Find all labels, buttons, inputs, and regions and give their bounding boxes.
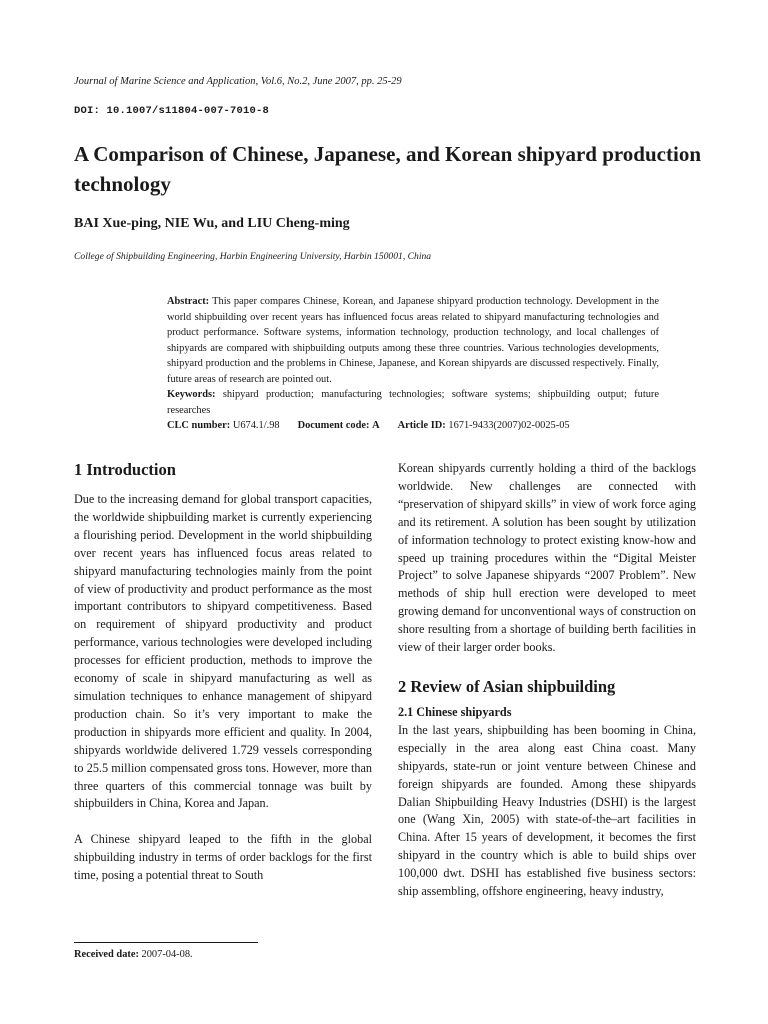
doi-line: DOI: 10.1007/s11804-007-7010-8: [74, 105, 270, 117]
keywords-label: Keywords:: [167, 389, 216, 400]
chinese-shipyards-paragraph: In the last years, shipbuilding has been booming in China, especially in the area along east China coast. Many shipyards, state-run or joint venture between Chinese and foreign shipyards are founded. Among these shipyards Dalian Shipbuilding Heavy Industries (DSHI) is the largest one (Wang Xin, 2005) with state-of-the–art facilities in China. After 15 years of development, it becomes the first shipyard in the country which is able to build ships over 100,000 dwt. DSHI has established five business sectors: ship assembling, offshore engineering, heavy industry,: [398, 722, 696, 899]
journal-citation: Journal of Marine Science and Application, Vol.6, No.2, June 2007, pp. 25-29: [74, 76, 402, 87]
abstract-text: This paper compares Chinese, Korean, and Japanese shipyard production technology. Development in the world shipbuilding over recent years has influenced focus areas related to shipyard manufacturing technologies and product performance. Software systems, information technology, production technology, and local challenges of shipyards are compared with shipbuilding outputs among these three countries. Various technologies developments, shipyard production and the problems in Chinese, Japanese, and Korean shipyards are discussed respectively. Finally, future areas of research are pointed out.: [167, 296, 659, 385]
abstract-block: [167, 294, 659, 434]
section-heading-review: 2 Review of Asian shipbuilding: [398, 676, 616, 696]
keywords-text: shipyard production; manufacturing technologies; software systems; shipbuilding output; future researches: [167, 389, 659, 416]
paragraph-gap: [74, 813, 372, 831]
intro-paragraph-1: Due to the increasing demand for global transport capacities, the worldwide shipbuilding market is currently experiencing a flourishing period. Development in the world shipbuilding over recent years has influenced focus areas related to shipyard manufacturing technologies mainly from the point of view of productivity and product performance as the most important contributors to shipyard competitiveness. Based on requirement of shipyard productivity and product performance, various technologies were developed including processes for efficient production, methods to improve the economy of scale in shipyard manufacturing as well as simulation techniques to enhance management of shipyard production chain. So it’s very important to make the production in shipyards more efficient and quality. In 2004, shipyards worldwide delivered 1.729 vessels corresponding to 25.5 million compensated gross tons. However, more than three quarters of this commercial tonnage was built by shipbuilders in China, Korea and Japan.: [74, 492, 372, 811]
article-id-value: 1671-9433(2007)02-0025-05: [448, 420, 570, 431]
subsection-heading-chinese-shipyards: 2.1 Chinese shipyards: [398, 704, 512, 719]
abstract-label: Abstract:: [167, 296, 210, 307]
left-column: [74, 458, 372, 885]
received-value: 2007-04-08.: [141, 949, 193, 960]
affiliation: College of Shipbuilding Engineering, Harbin Engineering University, Harbin 150001, China: [74, 251, 432, 262]
received-date: [74, 948, 193, 962]
author-list: BAI Xue-ping, NIE Wu, and LIU Cheng-ming: [74, 216, 350, 231]
keywords-paragraph: [167, 387, 659, 418]
article-id-label: Article ID:: [397, 420, 446, 431]
classification-line: [167, 418, 659, 434]
doc-code-value: A: [372, 420, 380, 431]
intro-paragraph-2: A Chinese shipyard leaped to the fifth in the global shipbuilding industry in terms of order backlogs for the first time, posing a potential threat to South: [74, 832, 372, 883]
intro-paragraph-continued: Korean shipyards currently holding a third of the backlogs worldwide. New challenges are connected with “preservation of shipyard skills” in view of work force aging and its retirement. A solution has been sought by utilization of information technology to protect existing know-how and speed up training procedures within the “Digital Meister Project” to solve Japanese shipyards “2007 Problem”. New methods of ship hull erection were developed to meet growing demand for unconventional ways of construction on shore resulting from a shortage of building berth facilities in view of their larger order books.: [398, 461, 696, 655]
received-label: Received date:: [74, 949, 139, 960]
right-column: [398, 460, 696, 901]
clc-number: [167, 418, 280, 434]
document-code: [298, 418, 380, 434]
clc-value: U674.1/.98: [232, 420, 280, 431]
paper-title: A Comparison of Chinese, Japanese, and Korean shipyard production technology: [74, 142, 701, 196]
abstract-paragraph: [167, 294, 659, 387]
footnote-divider: [74, 942, 258, 943]
doc-code-label: Document code:: [297, 420, 370, 431]
article-id: [398, 418, 570, 434]
section-heading-introduction: 1 Introduction: [74, 460, 176, 479]
clc-label: CLC number:: [167, 420, 231, 431]
